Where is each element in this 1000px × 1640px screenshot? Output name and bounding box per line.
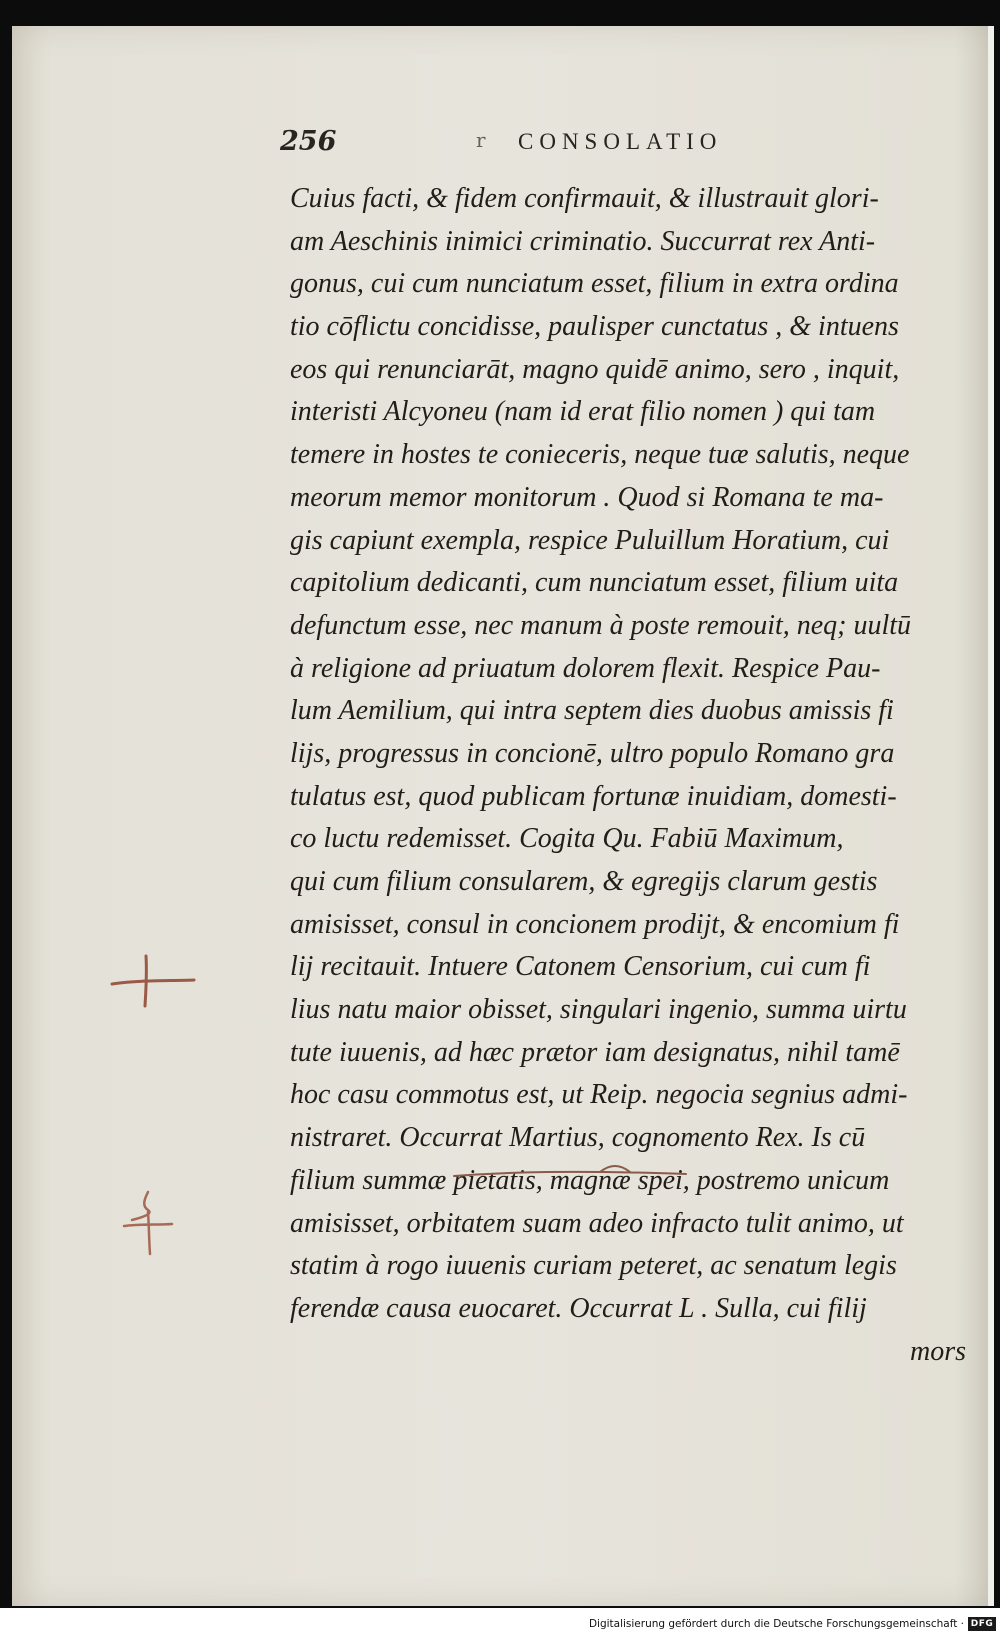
- page-number: 256: [280, 126, 337, 157]
- text-line: statim à rogo iuuenis curiam peteret, ac senatum legis: [290, 1250, 897, 1282]
- text-line: capitolium dedicanti, cum nunciatum esset, filium uita: [290, 567, 899, 599]
- footer-credit: Digitalisierung gefördert durch die Deutsche Forschungsgemeinschaft ·: [588, 1618, 964, 1630]
- text-line: tute iuuenis, ad hæc prætor iam designatus, nihil tamē: [290, 1036, 900, 1068]
- text-line: lius natu maior obisset, singulari ingenio, summa uirtu: [290, 994, 907, 1026]
- text-line: amisisset, orbitatem suam adeo infracto tulit animo, ut: [290, 1207, 904, 1239]
- text-underline-mark: [450, 1158, 690, 1188]
- text-line: interisti Alcyoneu (nam id erat filio nomen ) qui tam: [290, 396, 876, 428]
- page-edge: [988, 26, 994, 1606]
- margin-flourish-mark-icon: [118, 1188, 178, 1258]
- text-line: à religione ad priuatum dolorem flexit. Respice Pau-: [290, 652, 881, 684]
- catchword: mors: [909, 1335, 966, 1367]
- text-line: amisisset, consul in concionem prodijt, & encomium fi: [290, 908, 900, 940]
- text-line: tulatus est, quod publicam fortunæ inuidiam, domesti-: [290, 780, 897, 812]
- text-line: filium summæ pietatis, magnæ spei, postremo unicum: [290, 1164, 890, 1196]
- text-line: tio cōflictu concidisse, paulisper cunctatus , & intuens: [290, 311, 899, 343]
- dfg-logo: DFG: [968, 1617, 996, 1631]
- running-head: [280, 126, 800, 166]
- text-line: gis capiunt exempla, respice Puluillum Horatium, cui: [290, 524, 890, 556]
- text-line: ferendæ causa euocaret. Occurrat L . Sulla, cui filij: [290, 1292, 867, 1324]
- margin-cross-mark-icon: [108, 950, 198, 1010]
- text-line: gonus, cui cum nunciatum esset, filium in extra ordina: [290, 268, 899, 300]
- running-head-mark: r: [476, 128, 486, 152]
- running-head-title: CONSOLATIO: [518, 129, 723, 154]
- text-line: am Aeschinis inimici criminatio. Succurrat rex Anti-: [290, 225, 876, 257]
- text-line: Cuius facti, & fidem confirmauit, & illustrauit glori-: [290, 183, 879, 214]
- text-line: lum Aemilium, qui intra septem dies duobus amissis fi: [290, 695, 894, 727]
- body-text: [290, 178, 980, 1373]
- text-line: co luctu redemisset. Cogita Qu. Fabiū Maximum,: [290, 823, 844, 855]
- text-line: hoc casu commotus est, ut Reip. negocia segnius admi-: [290, 1079, 908, 1111]
- text-line: meorum memor monitorum . Quod si Romana te ma-: [290, 481, 884, 513]
- text-line: lijs, progressus in concionē, ultro populo Romano gra: [290, 737, 895, 769]
- text-line: temere in hostes te conieceris, neque tuæ salutis, neque: [290, 439, 910, 471]
- text-line: nistraret. Occurrat Martius, cognomento Rex. Is cū: [290, 1122, 866, 1154]
- text-line: lij recitauit. Intuere Catonem Censorium, cui cum fi: [290, 951, 871, 983]
- text-line: defunctum esse, nec manum à poste remouit, neq; uultū: [290, 609, 912, 641]
- text-line: eos qui renunciarāt, magno quidē animo, sero , inquit,: [290, 353, 900, 385]
- text-line: qui cum filium consularem, & egregijs clarum gestis: [290, 866, 878, 897]
